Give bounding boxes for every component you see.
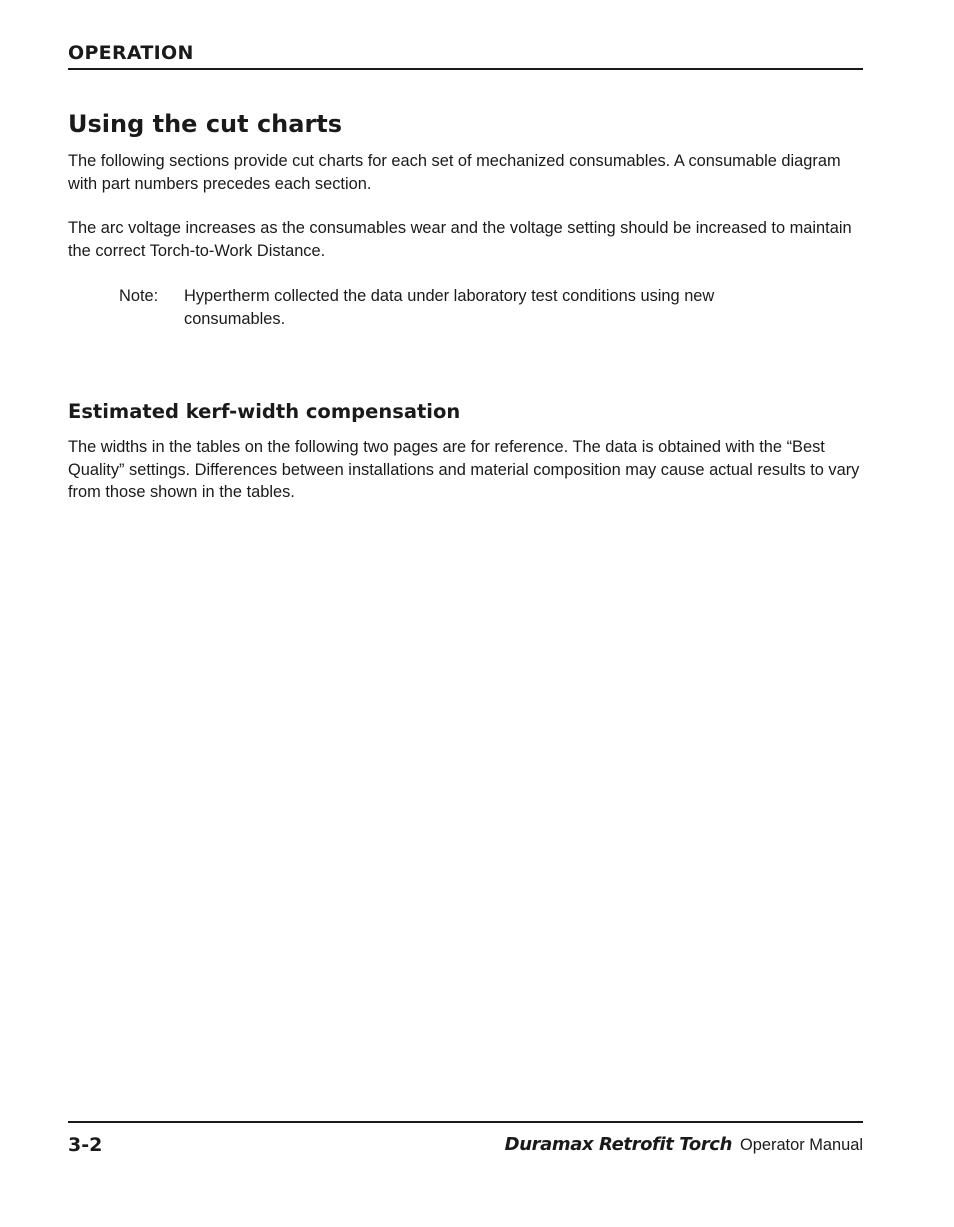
page-footer bbox=[68, 1121, 863, 1163]
kerf-width-paragraph: The widths in the tables on the following two pages are for reference. The data is obtained with the “Best Quality” settings. Differences between installations and material composition may cause actual results to vary from those shown in the tables. bbox=[68, 438, 860, 501]
section-subheading: Estimated kerf-width compensation bbox=[68, 400, 461, 423]
document-type: Operator Manual bbox=[740, 1136, 863, 1154]
page-title: Using the cut charts bbox=[68, 110, 343, 138]
intro-paragraph: The following sections provide cut charts for each set of mechanized consumables. A consumable diagram with part numbers precedes each section. bbox=[68, 152, 841, 193]
main-content bbox=[68, 108, 868, 504]
section-label: OPERATION bbox=[68, 42, 194, 64]
arc-voltage-paragraph: The arc voltage increases as the consumables wear and the voltage setting should be increased to maintain the correct Torch-to-Work Distance. bbox=[68, 219, 852, 260]
page-number: 3-2 bbox=[68, 1134, 103, 1156]
note-block bbox=[119, 285, 868, 330]
note-label: Note: bbox=[119, 287, 159, 305]
product-name: Duramax Retrofit Torch bbox=[504, 1134, 732, 1155]
page-header bbox=[68, 42, 863, 70]
note-text: Hypertherm collected the data under laboratory test conditions using new consumables. bbox=[184, 287, 715, 328]
footer-title bbox=[505, 1133, 863, 1158]
